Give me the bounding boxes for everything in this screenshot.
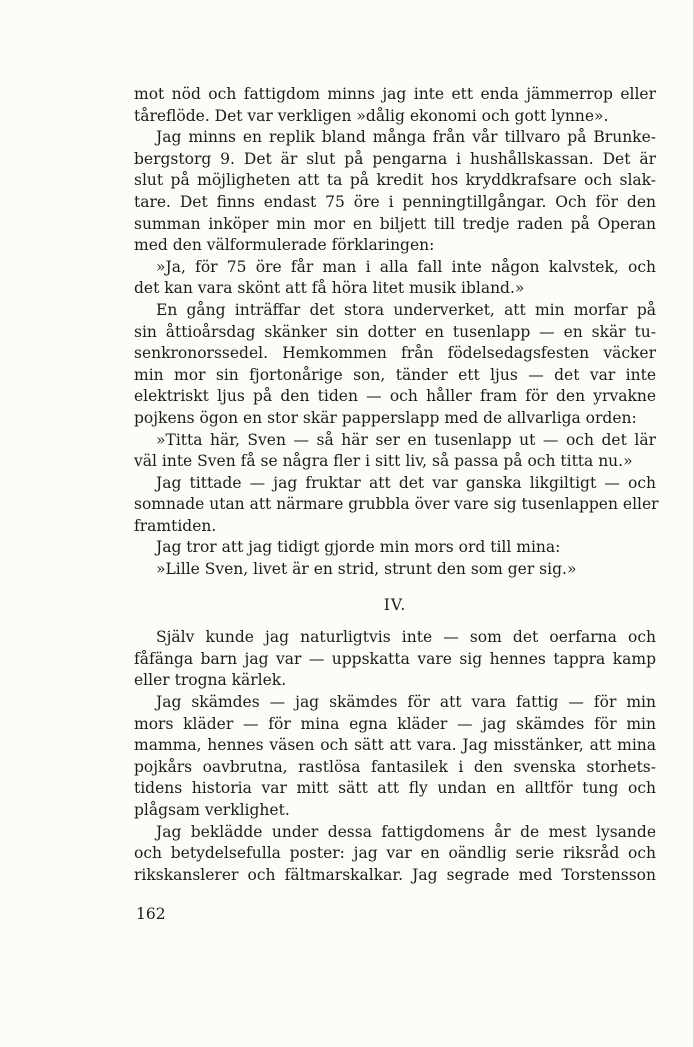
text-line: det kan vara skönt att få höra litet musik ibland.» [134, 279, 525, 298]
text-line: En gång inträffar det stora underverket, att min morfar på [156, 300, 656, 319]
text-line: och betydelsefulla poster: jag var en oändlig serie riksråd och [134, 844, 656, 863]
text-line: pojkens ögon en stor skär papperslapp med de allvarliga orden: [134, 408, 637, 427]
text-line: slut på möjligheten att ta på kredit hos kryddkrafsare och slak- [134, 171, 656, 190]
text-line: tare. Det finns endast 75 öre i penningtillgångar. Och för den [134, 192, 656, 211]
text-line: tåreflöde. Det var verkligen »dålig ekonomi och gott lynne». [134, 106, 609, 125]
text-line: somnade utan att närmare grubbla över vare sig tusenlappen eller [134, 495, 659, 514]
text-line: mors kläder — för mina egna kläder — jag skämdes för min [134, 714, 656, 733]
text-line: »Titta här, Sven — så här ser en tusenlapp ut — och det lär [156, 430, 656, 449]
section-heading: IV. [383, 595, 407, 614]
text-line: fåfänga barn jag var — uppskatta vare sig hennes tappra kamp [134, 649, 656, 668]
text-after-section [134, 627, 656, 886]
text-line: sin åttioårsdag skänker sin dotter en tusenlapp — en skär tu- [134, 322, 656, 341]
text-line: med den välformulerade förklaringen: [134, 236, 435, 255]
text-line: min mor sin fjortonårige son, tänder ett ljus — det var inte [134, 365, 656, 384]
text-line: Själv kunde jag naturligtvis inte — som det oerfarna och [156, 628, 656, 647]
text-line: plågsam verklighet. [134, 801, 290, 819]
text-line: Jag tittade — jag fruktar att det var ganska likgiltigt — och [156, 473, 656, 492]
text-line: eller trogna kärlek. [134, 671, 287, 690]
text-line: »Lille Sven, livet är en strid, strunt den som ger sig.» [156, 560, 577, 579]
text-line: tidens historia var mitt sätt att fly undan en alltför tung och [134, 779, 656, 798]
page-number: 162 [136, 905, 166, 923]
text-line: Jag tror att jag tidigt gjorde min mors ord till mina: [156, 538, 561, 557]
text-line: Jag skämdes — jag skämdes för att vara fattig — för min [156, 693, 656, 712]
text-line: Jag beklädde under dessa fattigdomens år de mest lysande [156, 822, 656, 841]
text-line: mamma, hennes väsen och sätt att vara. Jag misstänker, att mina [134, 736, 656, 755]
text-line: Jag minns en replik bland många från vår tillvaro på Brunke- [156, 128, 656, 147]
text-line: summan inköper min mor en biljett till tredje raden på Operan [134, 214, 656, 233]
text-line: rikskanslerer och fältmarskalkar. Jag segrade med Torstensson [134, 865, 656, 884]
text-line: pojkårs oavbrutna, rastlösa fantasilek i den svenska storhets- [134, 757, 656, 776]
text-line: »Ja, för 75 öre får man i alla fall inte någon kalvstek, och [156, 257, 656, 276]
body-text [134, 84, 659, 886]
text-line: elektriskt ljus på den tiden — och håller fram för den yrvakne [134, 387, 656, 406]
text-line: framtiden. [134, 516, 217, 535]
text-line: senkronorssedel. Hemkommen från födelsedagsfesten väcker [134, 344, 656, 363]
text-line: mot nöd och fattigdom minns jag inte ett enda jämmerrop eller [134, 85, 656, 103]
text-line: väl inte Sven få se några fler i sitt liv, så passa på och titta nu.» [134, 452, 633, 471]
text-line: bergstorg 9. Det är slut på pengarna i hushållskassan. Det är [134, 149, 656, 168]
text-before-section [134, 84, 659, 581]
